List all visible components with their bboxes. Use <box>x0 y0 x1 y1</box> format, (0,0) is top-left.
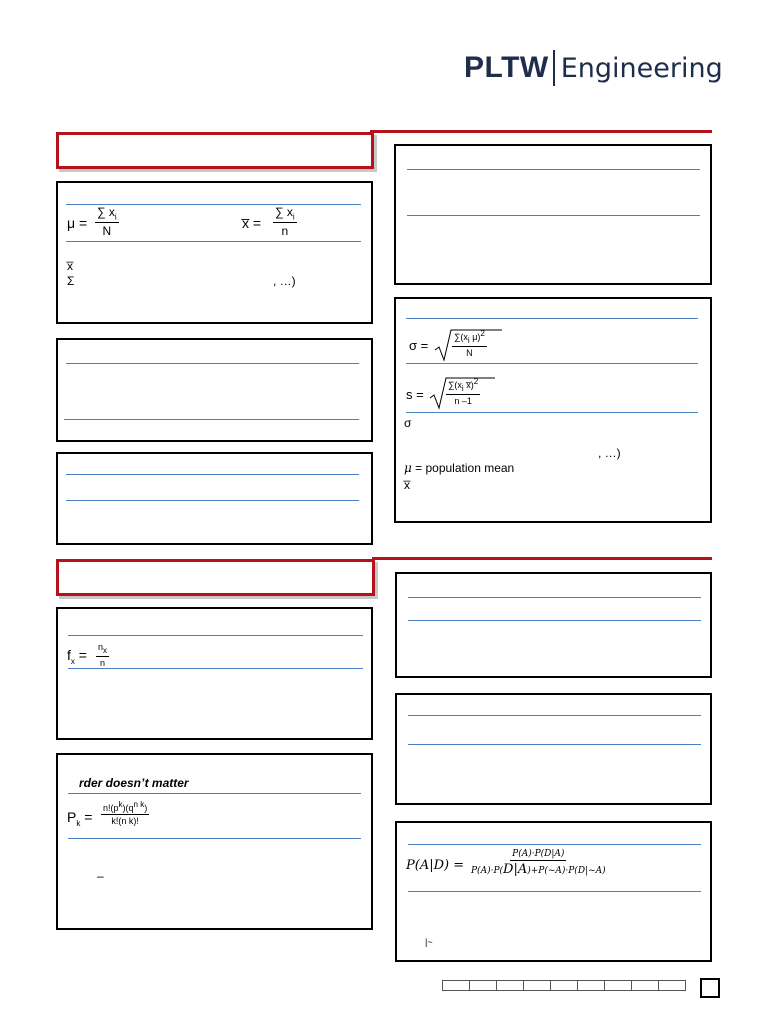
section2-red-rule <box>372 557 712 560</box>
binomial-fraction <box>101 801 149 826</box>
equals: = <box>80 809 93 825</box>
section2-title-box <box>56 559 375 596</box>
blue-rule <box>66 474 359 475</box>
f-symbol: f <box>67 647 71 663</box>
page-number-box <box>700 978 720 998</box>
dash-mark: – <box>97 869 104 883</box>
xbar-term: x̅) <box>466 380 474 390</box>
blue-rule <box>407 169 700 170</box>
bayes-numerator: P(A)·P(D|A) <box>512 849 565 859</box>
population-mean-lhs: μ = <box>67 215 88 231</box>
ellipsis-note: , …) <box>273 274 296 288</box>
population-mean-note <box>404 462 514 474</box>
binomial-lhs <box>67 810 92 828</box>
population-sd-fraction: $\frac{\text{∑(xi μ)2}}{N}$ <box>454 329 485 358</box>
population-sd-lhs: σ = <box>409 338 429 353</box>
blue-rule <box>64 419 359 420</box>
pager-cell <box>604 980 632 991</box>
sub-k: k <box>76 818 81 828</box>
sigma-note: σ <box>404 416 412 430</box>
n-total: n <box>100 657 106 668</box>
n-symbol: n <box>98 642 104 652</box>
p-symbol: P <box>67 809 77 825</box>
bayes-box <box>395 821 712 962</box>
blue-rule <box>406 412 698 413</box>
sample-mean-lhs: x̅ = <box>242 215 262 231</box>
num-start: n!(p <box>103 803 119 813</box>
n-minus-one: n –1 <box>454 395 472 406</box>
logo-pltw-text: PLTW <box>464 51 549 84</box>
pager-cell <box>550 980 578 991</box>
pager-cell <box>469 980 497 991</box>
population-size: N <box>102 224 112 239</box>
blue-rule <box>66 500 359 501</box>
blue-rule <box>68 793 361 794</box>
probability-box <box>395 693 712 805</box>
population-mean-text: = population mean <box>411 461 515 475</box>
blue-rule <box>408 844 701 845</box>
sup-k: k <box>118 800 123 809</box>
range-box <box>394 144 712 285</box>
blue-rule <box>408 620 701 621</box>
frequency-box <box>56 607 373 740</box>
mu-term: μ) <box>472 332 481 342</box>
sum-diff: ∑(x <box>448 380 462 390</box>
blue-rule <box>408 891 701 892</box>
num-mid: )(q <box>122 803 134 813</box>
square: 2 <box>480 329 485 338</box>
sample-mean-fraction <box>273 206 297 237</box>
bayes-fraction <box>471 850 606 876</box>
blue-rule <box>66 241 361 242</box>
pager-cell <box>631 980 659 991</box>
population-size: N <box>466 347 473 358</box>
xbar-note: x̅ <box>404 478 410 492</box>
bayes-denominator <box>471 861 606 876</box>
blue-rule <box>68 668 363 669</box>
sum-xi: ∑ x <box>275 205 293 219</box>
blue-rule <box>408 715 701 716</box>
den-big: D|A <box>503 862 528 877</box>
population-mean-fraction <box>95 206 119 237</box>
not-bar-mark: |~ <box>425 937 433 947</box>
mean-box <box>56 181 373 324</box>
blue-rule <box>406 363 698 364</box>
square: 2 <box>473 377 479 386</box>
sample-sd-fraction: $\frac{\text{∑(xi x̅)2}}{n -1}$ <box>448 377 479 406</box>
pltw-engineering-logo <box>464 48 723 88</box>
num-end: ) <box>144 803 148 813</box>
blue-rule <box>408 744 701 745</box>
sub-i: i <box>292 212 295 222</box>
section1-title-box <box>56 132 374 169</box>
pager-cell <box>496 980 524 991</box>
logo-divider <box>553 50 555 86</box>
den-b: )+P(~A)·P(D|~A) <box>527 866 606 876</box>
median-box <box>56 338 373 442</box>
blue-rule <box>407 215 700 216</box>
den-a: P(A)·P( <box>471 866 504 876</box>
section1-red-rule <box>370 130 712 133</box>
frequency-lhs <box>67 648 87 666</box>
sub-x: x <box>103 645 108 655</box>
blue-rule <box>408 597 701 598</box>
frequency-fraction <box>96 643 109 668</box>
bayes-lhs: P(A|D) = <box>406 858 465 873</box>
ellipsis-note: , …) <box>598 446 621 460</box>
counting-box <box>395 572 712 678</box>
sample-size: n <box>281 224 289 239</box>
sum-diff: ∑(x <box>454 332 468 342</box>
binomial-denominator: k!(n k)! <box>111 816 139 826</box>
mode-box <box>56 452 373 545</box>
blue-rule <box>68 635 363 636</box>
blue-rule <box>406 318 698 319</box>
binomial-box <box>56 753 373 930</box>
xbar-note: x̅ <box>67 259 73 273</box>
logo-engineering-text: Engineering <box>560 52 723 84</box>
page-counter-cells <box>443 980 686 991</box>
blue-rule <box>68 838 361 839</box>
sub-i: i <box>114 212 117 222</box>
blue-rule <box>66 363 359 364</box>
sup-nk: n k <box>133 800 145 809</box>
pager-cell <box>577 980 605 991</box>
order-heading: rder doesn’t matter <box>79 776 189 790</box>
standard-deviation-box <box>394 297 712 523</box>
sub-x: x <box>70 656 75 666</box>
sigma-note: Σ <box>67 274 75 288</box>
mu-symbol: μ <box>404 461 412 475</box>
sum-xi: ∑ x <box>97 205 115 219</box>
pager-cell <box>658 980 686 991</box>
pager-cell <box>442 980 470 991</box>
sample-sd-lhs: s = <box>406 387 424 402</box>
equals: = <box>74 647 87 663</box>
pager-cell <box>523 980 551 991</box>
